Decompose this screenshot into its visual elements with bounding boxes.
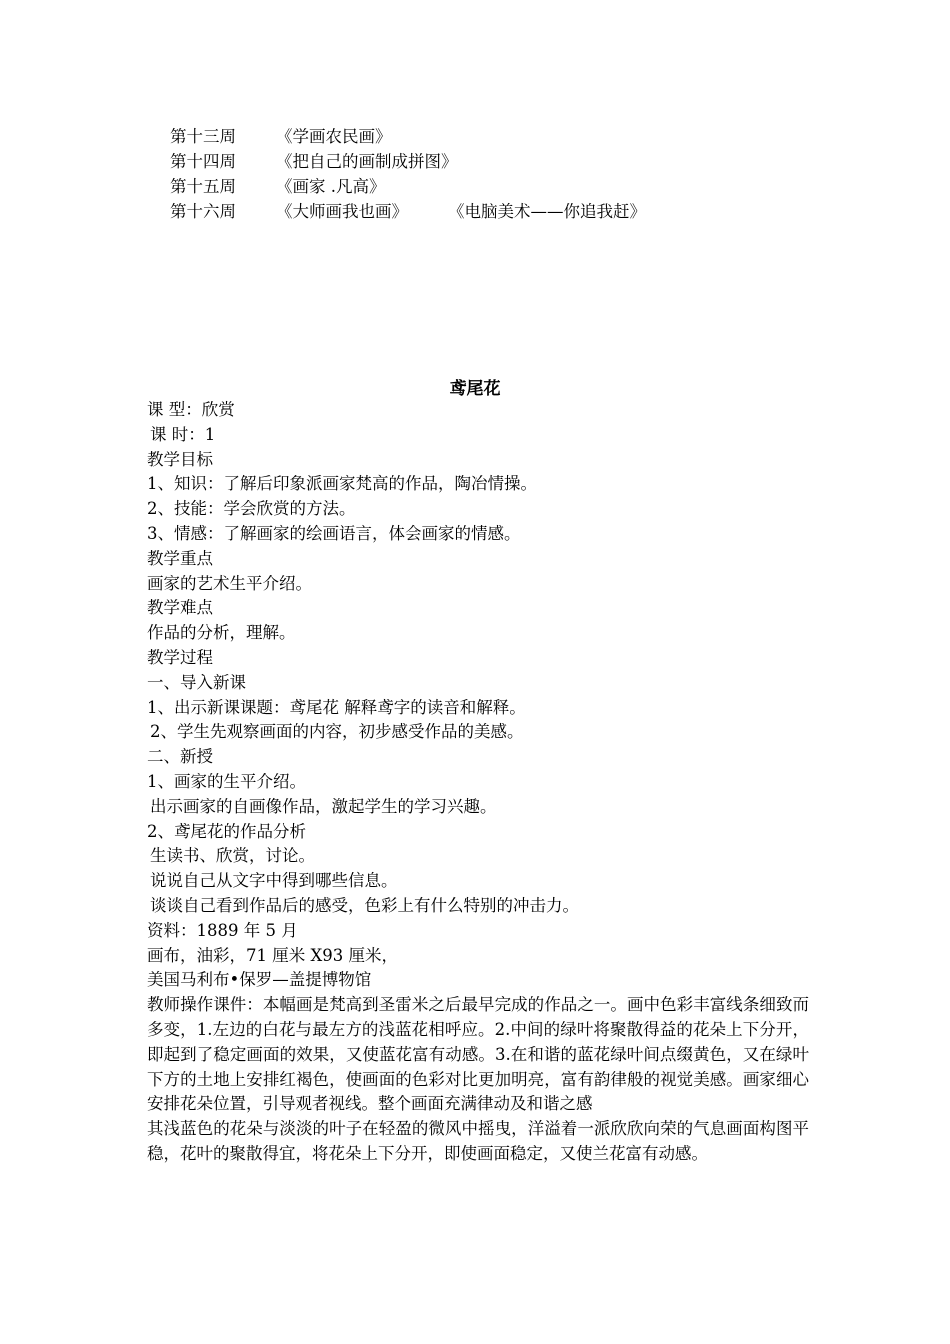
- section-heading: 教学重点: [147, 548, 213, 568]
- text-line: 资料：1889 年 5 月: [147, 920, 298, 940]
- lesson-title: 《画家 .凡高》: [276, 177, 386, 196]
- objective-item: 2、技能：学会欣赏的方法。: [147, 499, 356, 519]
- lesson-hours: 课 时：1: [150, 424, 216, 444]
- subsection-heading: 一、导入新课: [147, 672, 246, 692]
- week-label: 第十六周: [170, 202, 236, 221]
- schedule-row: [170, 174, 646, 199]
- section-heading: 教学难点: [147, 598, 213, 618]
- schedule-row: [170, 199, 646, 224]
- text-line: 说说自己从文字中得到哪些信息。: [150, 871, 398, 891]
- week-label: 第十五周: [170, 177, 236, 196]
- lesson-title-extra: 《电脑美术——你追我赶》: [448, 202, 646, 221]
- objective-item: 3、情感：了解画家的绘画语言，体会画家的情感。: [147, 523, 521, 543]
- text-line: 2、鸢尾花的作品分析: [147, 821, 306, 841]
- weekly-schedule: [170, 124, 646, 224]
- text-line: 画家的艺术生平介绍。: [147, 573, 312, 593]
- lesson-heading: 鸢尾花: [449, 379, 501, 399]
- text-line: 出示画家的自画像作品，激起学生的学习兴趣。: [150, 796, 497, 816]
- text-line: 作品的分析，理解。: [147, 623, 296, 643]
- text-line: 1、画家的生平介绍。: [147, 771, 306, 791]
- schedule-row: [170, 149, 646, 174]
- analysis-paragraph: 教师操作课件：本幅画是梵高到圣雷米之后最早完成的作品之一。画中色彩丰富线条细致而多变，1.左边的白花与最左方的浅蓝花相呼应。2.中间的绿叶将聚散得益的花朵上下分开，即起到了稳定画面的效果，又使蓝花富有动感。3.在和谐的蓝花绿叶间点缀黄色，又在绿叶下方的土地上安排红褐色，使画面的色彩对比更加明亮，富有韵律般的视觉美感。画家细心安排花朵位置，引导观者视线。整个画面充满律动及和谐之感: [147, 995, 809, 1114]
- section-heading: 教学目标: [147, 449, 213, 469]
- lesson-title: 《学画农民画》: [276, 127, 392, 146]
- description-paragraph: 其浅蓝色的花朵与淡淡的叶子在轻盈的微风中摇曳，洋溢着一派欣欣向荣的气息画面构图平稳，花叶的聚散得宜，将花朵上下分开，即使画面稳定，又使兰花富有动感。: [147, 1119, 809, 1163]
- objective-item: 1、知识：了解后印象派画家梵高的作品，陶冶情操。: [147, 474, 537, 494]
- text-line: 画布，油彩，71 厘米 X93 厘米，: [147, 945, 398, 965]
- subsection-heading: 二、新授: [147, 747, 213, 767]
- section-heading: 教学过程: [147, 647, 213, 667]
- text-line: 生读书、欣赏，讨论。: [150, 846, 315, 866]
- text-line: 谈谈自己看到作品后的感受，色彩上有什么特别的冲击力。: [150, 895, 579, 915]
- lesson-title: 《把自己的画制成拼图》: [276, 152, 458, 171]
- text-line: 2、学生先观察画面的内容，初步感受作品的美感。: [150, 722, 524, 742]
- week-label: 第十三周: [170, 127, 236, 146]
- lesson-plan-body: [147, 398, 809, 1167]
- lesson-type: 课 型：欣赏: [147, 400, 235, 419]
- schedule-row: [170, 124, 646, 149]
- text-line: 1、出示新课课题：鸢尾花 解释鸢字的读音和解释。: [147, 697, 526, 717]
- week-label: 第十四周: [170, 152, 236, 171]
- text-line: 美国马利布•保罗—盖提博物馆: [147, 970, 372, 990]
- lesson-title: 《大师画我也画》: [276, 202, 408, 221]
